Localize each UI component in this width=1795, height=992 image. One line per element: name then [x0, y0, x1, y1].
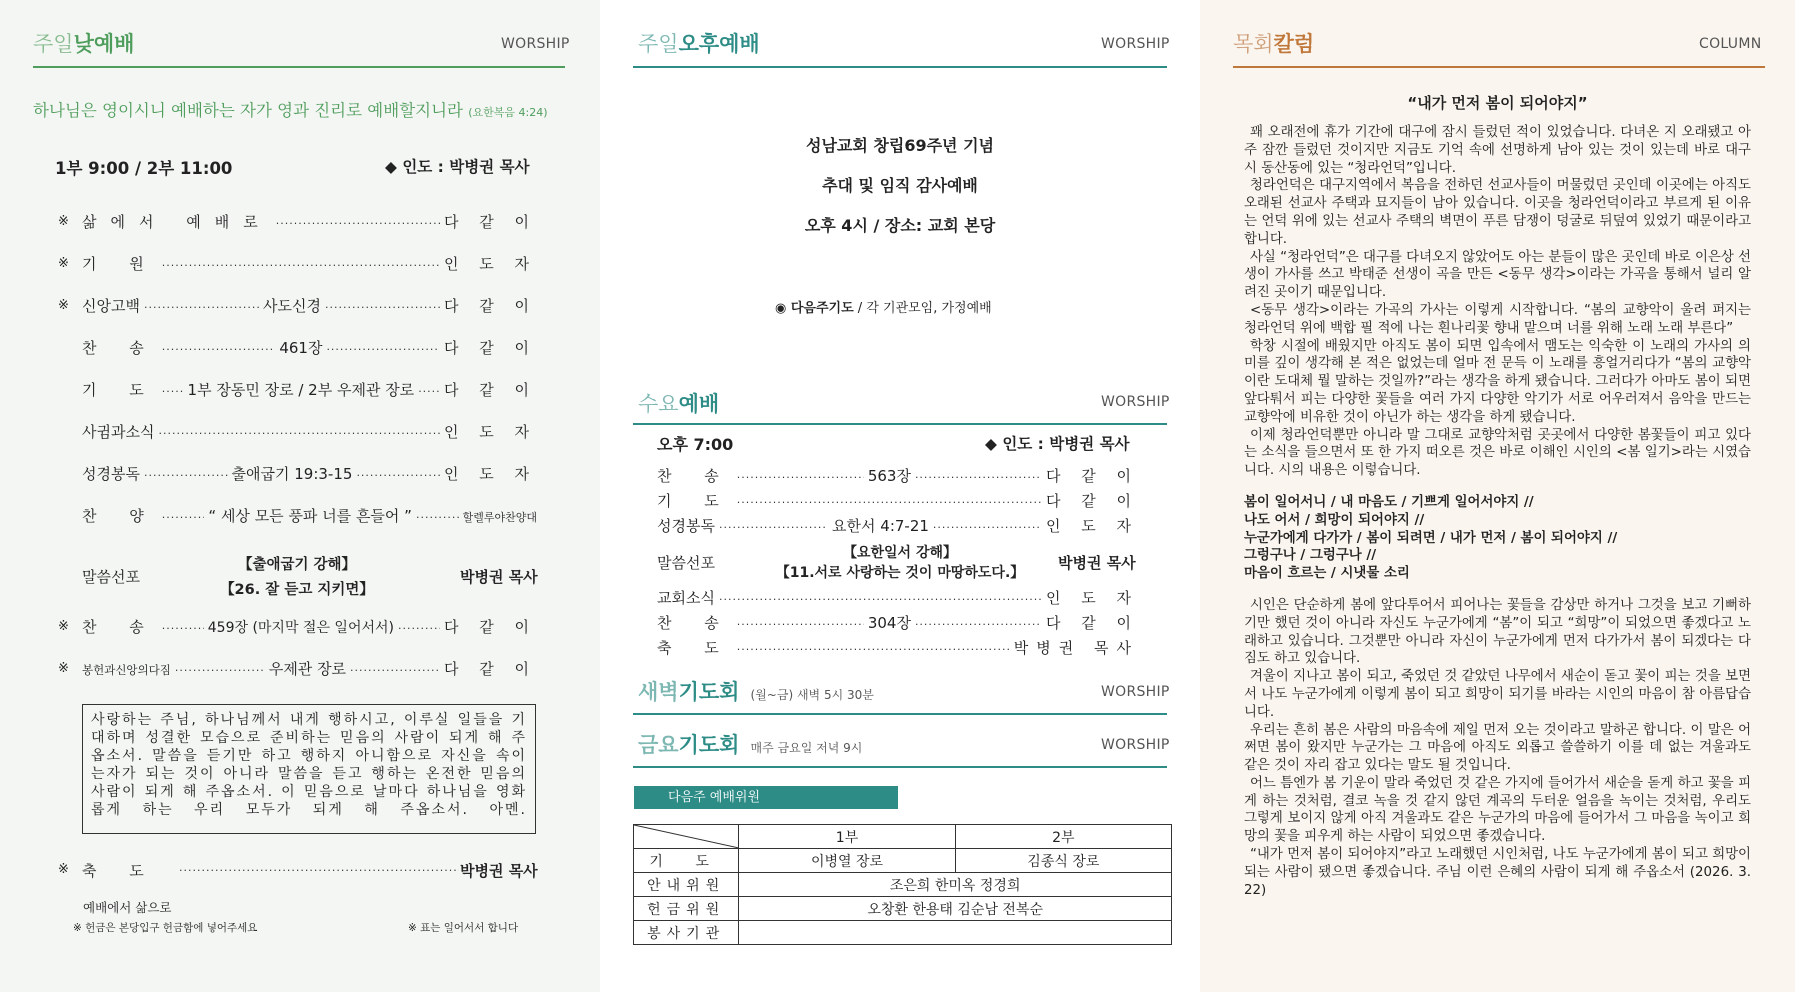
column-body — [1244, 124, 1751, 899]
afternoon-line1: 성남교회 창립69주년 기념 — [806, 136, 994, 155]
order-star: ※ — [58, 298, 69, 313]
header-bold: 낮예배 — [73, 32, 135, 56]
order-row — [82, 505, 537, 526]
column-paragraph: “내가 먼저 봄이 되어야지”라고 노래했던 시인처럼, 나도 누군가에게 봄이 되고 희망이 되는 사람이 됐으면 좋겠습니다. 주님 이런 은혜의 사람이 되게 해 주옵소서 (2026. 3. 22) — [1244, 847, 1751, 898]
order-role: 인 도 자 — [443, 255, 537, 273]
poem-line: 나도 어서 / 희망이 되어야지 // — [1244, 512, 1425, 528]
poem-line: 봄이 일어서니 / 내 마음도 / 기쁘게 일어서야지 // — [1244, 494, 1534, 510]
wed-order-role: 다 같 이 — [1045, 492, 1139, 510]
order-role: 인 도 자 — [443, 423, 537, 441]
poem-line: 그렁구나 / 그렁구나 // — [1244, 548, 1377, 564]
order-name: 찬 송 — [82, 618, 158, 636]
column-paragraph: 사실 “청라언덕”은 대구를 다녀오지 않았어도 아는 분들이 많은 곳인데 바로 이은상 선생이 가사를 쓰고 박태준 선생이 곡을 만든 <동무 생각>이라는 가곡을 통해서 널리 알려진 곳이기 때문입니다. — [1244, 249, 1751, 301]
order-dots — [326, 343, 440, 356]
afternoon-header: 주일오후예배 — [638, 32, 760, 56]
diagonal-line — [634, 825, 739, 848]
order-star: ※ — [58, 256, 69, 271]
order-detail: 출애굽기 19:3-15 — [231, 465, 353, 483]
wed-sermon-line2: 【11.서로 사랑하는 것이 마땅하도다.】 — [775, 565, 1025, 581]
order-name: 성경봉독 — [82, 465, 140, 483]
order-role: 다 같 이 — [443, 213, 537, 231]
table-row — [634, 921, 1172, 945]
order-dots — [162, 259, 440, 272]
col-header-1: 1부 — [739, 825, 955, 849]
order-dots — [398, 622, 440, 635]
column-paragraph: 이제 청라언덕뿐만 아니라 말 그대로 교향악처럼 곳곳에서 다양한 봄꽃들이 피고 있다는 소식을 들으면서 또 한 가지 떠오른 것은 바로 이해인 시인의 <봄 일기>라는 시였습니다. 시의 내용은 이렇습니다. — [1244, 427, 1751, 479]
order-dots — [175, 664, 265, 677]
wed-order-row — [657, 515, 1139, 536]
row-label: 헌금위원 — [634, 897, 739, 921]
wed-sermon-preacher: 박병권 목사 — [1058, 554, 1136, 572]
wed-order-row — [657, 490, 1139, 511]
wed-sermon-line1: 【요한일서 강해】 — [842, 545, 958, 561]
wed-order-role: 다 같 이 — [1046, 614, 1140, 632]
wednesday-leader: ◆ 인도 : 박병권 목사 — [985, 435, 1130, 453]
order-star: ※ — [58, 619, 69, 634]
service-leader: ◆ 인도 : 박병권 목사 — [385, 158, 530, 176]
order-detail: “ 세상 모든 풍파 너를 흔들어 ” — [208, 507, 412, 525]
order-name: 기 원 — [82, 255, 158, 273]
order-row — [82, 463, 537, 484]
order-row — [82, 379, 537, 400]
column-panel — [1200, 0, 1795, 992]
order-row — [82, 616, 537, 637]
wed-order-name: 축 도 — [657, 639, 733, 657]
benediction-role: 박병권 목사 — [460, 862, 538, 880]
order-dots — [144, 469, 228, 482]
order-dots — [915, 618, 1042, 631]
order-dots — [737, 471, 864, 484]
wed-order-detail: 304장 — [867, 614, 911, 632]
dawn-sub: (월~금) 새벽 5시 30분 — [750, 688, 874, 702]
order-detail: 1부 장동민 장로 / 2부 우제관 장로 — [187, 381, 415, 399]
benediction-star: ※ — [58, 862, 69, 877]
wed-order-name: 기 도 — [657, 492, 733, 510]
committee-table — [633, 824, 1172, 945]
order-detail: 우제관 장로 — [268, 660, 347, 678]
order-dots — [325, 301, 440, 314]
order-dots — [719, 593, 1042, 606]
column-paragraph: <동무 생각>이라는 가곡의 가사는 이렇게 시작합니다. “봄의 교향악이 울려 퍼지는 청라언덕 위에 백합 필 적에 나는 흰나리꽃 향내 맡으며 너를 위해 노래 노래 부른다” — [1244, 302, 1751, 336]
wed-order-row — [657, 637, 1139, 658]
column-paragraph: 우리는 흔히 봄은 사람의 마음속에 제일 먼저 오는 것이라고 말하곤 합니다. 이 말은 어쩌면 봄이 왔지만 누군가는 그 마음에 아직도 외롭고 쓸쓸하기 이를 데 없는 겨울과도 같은 것이 자리 잡고 있다는 말도 될 것입니다. — [1244, 722, 1751, 774]
row-value-1: 이병열 장로 — [739, 849, 955, 873]
benediction-dots — [179, 864, 459, 877]
sunday-morning-header — [33, 28, 134, 58]
table-row — [634, 873, 1172, 897]
wednesday-time: 오후 7:00 — [657, 435, 734, 454]
order-name: 삶에서 예배로 — [82, 213, 272, 231]
order-dots — [416, 511, 459, 524]
order-dots — [719, 521, 828, 534]
column-paragraph: 꽤 오래전에 휴가 기간에 대구에 잠시 들렀던 적이 있었습니다. 다녀온 지 오래됐고 아주 잠깐 들렀던 것이지만 지금도 기억 속에 선명하게 남아 있는 것이 있는데 바로 대구시 동산동에 있는 “청라언덕”입니다. — [1244, 125, 1751, 176]
order-star: ※ — [58, 214, 69, 229]
order-role: 인 도 자 — [443, 465, 537, 483]
wed-order-detail: 요한서 4:7-21 — [832, 517, 929, 535]
friday-worship-label: WORSHIP — [1101, 737, 1170, 753]
order-star: ※ — [58, 661, 69, 676]
wed-order-role: 다 같 이 — [1046, 467, 1140, 485]
column-title: “내가 먼저 봄이 되어야지” — [1407, 94, 1588, 112]
order-detail: 461장 — [279, 339, 323, 357]
dawn-header: 새벽기도회 (월~금) 새벽 5시 30분 — [638, 680, 874, 704]
wednesday-rule — [633, 423, 1167, 425]
order-dots — [915, 471, 1042, 484]
sunday-morning-panel — [0, 0, 600, 992]
order-dots — [933, 521, 1042, 534]
footer-note2: ※ 표는 일어서서 합니다 — [408, 922, 519, 934]
order-row — [82, 658, 537, 679]
wed-order-row — [657, 612, 1139, 633]
column-paragraph: 겨울이 지나고 봄이 되고, 죽었던 것 같았던 나무에서 새순이 돋고 꽃이 피는 것을 보면서 나도 누군가에게 이렇게 봄이 되고 희망이 되기를 바라는 시인의 마음이 참 아름답습니다. — [1244, 669, 1751, 720]
order-dots — [162, 385, 184, 398]
row-label: 안내위원 — [634, 873, 739, 897]
verse: 하나님은 영이시니 예배하는 자가 영과 진리로 예배할지니라 (요한복음 4:24) — [33, 101, 548, 120]
column-label: COLUMN — [1699, 36, 1762, 52]
column-paragraph: 학창 시절에 배웠지만 아직도 봄이 되면 입속에서 맴도는 익숙한 이 노래의 가사의 의미를 깊이 생각해 본 적은 없었는데 얼마 전 문득 이 노래를 흥얼거리다가 “봄의 교향악이란 도대체 뭘 말하는 것일까?”라는 생각을 하게 됐습니다. 그러다가 아마도 봄이 되면 앞다퉈서 피는 다양한 꽃들을 여러 가지 다양한 악기가 서로 어우러져서 음악을 만드는 교향악에 비유한 것이 아닌가 하는 생각을 하게 됐습니다. — [1244, 338, 1751, 425]
order-name: 찬 송 — [82, 339, 158, 357]
order-dots — [737, 618, 864, 631]
afternoon-worship-label: WORSHIP — [1101, 36, 1170, 52]
sermon-preacher: 박병권 목사 — [460, 568, 538, 586]
order-dots — [737, 496, 1042, 509]
order-dots — [162, 622, 204, 635]
column-paragraph: 청라언덕은 대구지역에서 복음을 전하던 선교사들이 머물렀던 곳인데 이곳에는 아직도 오래된 선교사 주택과 묘지들이 남아 있습니다. 이곳을 청라언덕이라고 부르게 된 이유는 언덕 위에 있는 선교사 주택의 벽면이 푸른 담쟁이 덩굴로 뒤덮여 있었기 때문이라고 합니다. — [1244, 178, 1751, 247]
row-value-2: 김종식 장로 — [955, 849, 1171, 873]
order-dots — [162, 511, 205, 524]
order-row — [82, 211, 537, 232]
wed-order-role: 인 도 자 — [1045, 517, 1139, 535]
afternoon-line2: 추대 및 임직 감사예배 — [822, 176, 978, 195]
wed-order-role: 박병권 목사 — [1013, 639, 1139, 657]
order-dots — [737, 643, 1010, 656]
wed-order-detail: 563장 — [867, 467, 911, 485]
sermon-line1: 【출애굽기 강해】 — [237, 557, 357, 573]
column-paragraph: 어느 틈엔가 봄 기운이 말라 죽었던 것 같은 가지에 들어가서 새순을 돋게 하고 꽃을 피게 하는 것처럼, 결코 녹을 것 같지 않던 계곡의 두터운 얼음을 녹이는 것처럼, 우리도 그렇게 보이지 않게 아직 겨울과도 같은 누군가의 마음에 들어가서 그 마음을 녹이고 희망의 꽃을 피우게 하는 사람이 되었으면 좋겠습니다. — [1244, 775, 1751, 845]
friday-sub: 매주 금요일 저녁 9시 — [750, 741, 863, 755]
column-paragraph: 시인은 단순하게 봄에 앞다투어서 피어나는 꽃들을 감상만 하거나 그것을 보고 기뻐하기만 했던 것이 아니라 자신도 누군가에게 “봄”이 되고 “희망”이 되었으면 좋겠다고 노래하고 있습니다. 그것뿐만 아니라 자신이 누군가에게 먼저 다가가서 봄이 되겠다는 다짐도 하고 있습니다. — [1244, 597, 1751, 667]
order-dots — [356, 469, 440, 482]
order-row — [82, 421, 537, 442]
sermon-line2: 【26. 잘 듣고 지키면】 — [220, 582, 374, 598]
poem-line: 누군가에게 다가가 / 봄이 되려면 / 내가 먼저 / 봄이 되어야지 // — [1244, 530, 1618, 546]
wed-sermon-label: 말씀선포 — [657, 554, 715, 572]
order-row — [82, 337, 537, 358]
wednesday-header: 수요예배 — [638, 392, 720, 416]
friday-rule — [633, 766, 1167, 768]
row-label: 기 도 — [634, 849, 739, 873]
sermon-label: 말씀선포 — [82, 568, 140, 586]
order-role: 다 같 이 — [444, 660, 538, 678]
table-row — [634, 897, 1172, 921]
wed-order-row — [657, 465, 1139, 486]
order-dots — [350, 664, 440, 677]
wed-order-name: 교회소식 — [657, 589, 715, 607]
table-corner — [634, 825, 739, 849]
order-dots — [276, 217, 440, 230]
order-role: 다 같 이 — [444, 297, 538, 315]
order-role: 다 같 이 — [443, 381, 537, 399]
order-dots — [162, 343, 276, 356]
order-dots — [158, 427, 440, 440]
wed-order-name: 찬 송 — [657, 614, 733, 632]
order-role: 할렐루야찬양대 — [462, 511, 537, 524]
order-detail: 459장 (마지막 절은 일어서서) — [207, 620, 394, 636]
table-row — [634, 825, 1172, 849]
worship-label: WORSHIP — [501, 36, 570, 52]
order-role: 다 같 이 — [444, 618, 538, 636]
dawn-rule — [633, 713, 1167, 715]
footer-note1: ※ 헌금은 본당입구 헌금함에 넣어주세요 — [73, 922, 258, 934]
committee-title: 다음주 예배위원 — [634, 786, 898, 809]
next-prayer: ◉ 다음주기도 / 각 기관모임, 가정예배 — [775, 301, 992, 316]
col-header-2: 2부 — [955, 825, 1171, 849]
order-name: 신앙고백 — [82, 297, 140, 315]
row-label: 봉사기관 — [634, 921, 739, 945]
order-dots — [418, 385, 440, 398]
order-dots — [144, 301, 259, 314]
benediction-name: 축 도 — [82, 862, 158, 880]
column-rule — [1233, 66, 1765, 68]
wed-order-name: 성경봉독 — [657, 517, 715, 535]
afternoon-rule — [633, 66, 1167, 68]
dawn-worship-label: WORSHIP — [1101, 684, 1170, 700]
row-merged: 조은희 한미옥 정경희 — [739, 873, 1172, 897]
order-row — [82, 295, 537, 316]
header-light: 주일 — [33, 32, 74, 56]
table-row — [634, 849, 1172, 873]
order-name: 기 도 — [82, 381, 158, 399]
afternoon-line3: 오후 4시 / 장소: 교회 본당 — [804, 216, 996, 235]
order-role: 다 같 이 — [444, 339, 538, 357]
prayer-box: 사랑하는 주님, 하나님께서 내게 행하시고, 이루실 일들을 기대하며 성결한 모습으로 준비하는 믿음의 사람이 되게 해 주옵소서. 말씀을 듣기만 하고 행하지 아니함으로 자신을 속이는자가 되는 것이 아니라 말씀을 듣고 행하는 온전한 믿음의 사람이 되게 해 주옵소서. 이 믿음으로 날마다 하나님을 영화롭게 하는 우리 모두가 되게 해 주옵소서. 아멘. — [82, 704, 536, 834]
wed-order-name: 찬 송 — [657, 467, 733, 485]
wed-order-role: 인 도 자 — [1045, 589, 1139, 607]
row-merged: 오창환 한용태 김순남 전복순 — [739, 897, 1172, 921]
order-detail: 사도신경 — [263, 297, 321, 315]
verse-ref: (요한복음 4:24) — [468, 106, 548, 119]
service-times: 1부 9:00 / 2부 11:00 — [55, 159, 233, 178]
order-name: 봉헌과신앙의다짐 — [82, 663, 171, 677]
header-rule — [33, 66, 565, 68]
column-header: 목회칼럼 — [1233, 32, 1315, 56]
order-name: 사귐과소식 — [82, 423, 155, 441]
poem-line: 마음이 흐르는 / 시냇물 소리 — [1244, 566, 1410, 582]
order-name: 찬 양 — [82, 507, 158, 525]
order-row — [82, 253, 537, 274]
wed-order-row — [657, 587, 1139, 608]
footer-title: 예배에서 삶으로 — [83, 900, 172, 915]
wednesday-worship-label: WORSHIP — [1101, 394, 1170, 410]
friday-header: 금요기도회 매주 금요일 저녁 9시 — [638, 733, 863, 757]
row-merged — [739, 921, 1172, 945]
